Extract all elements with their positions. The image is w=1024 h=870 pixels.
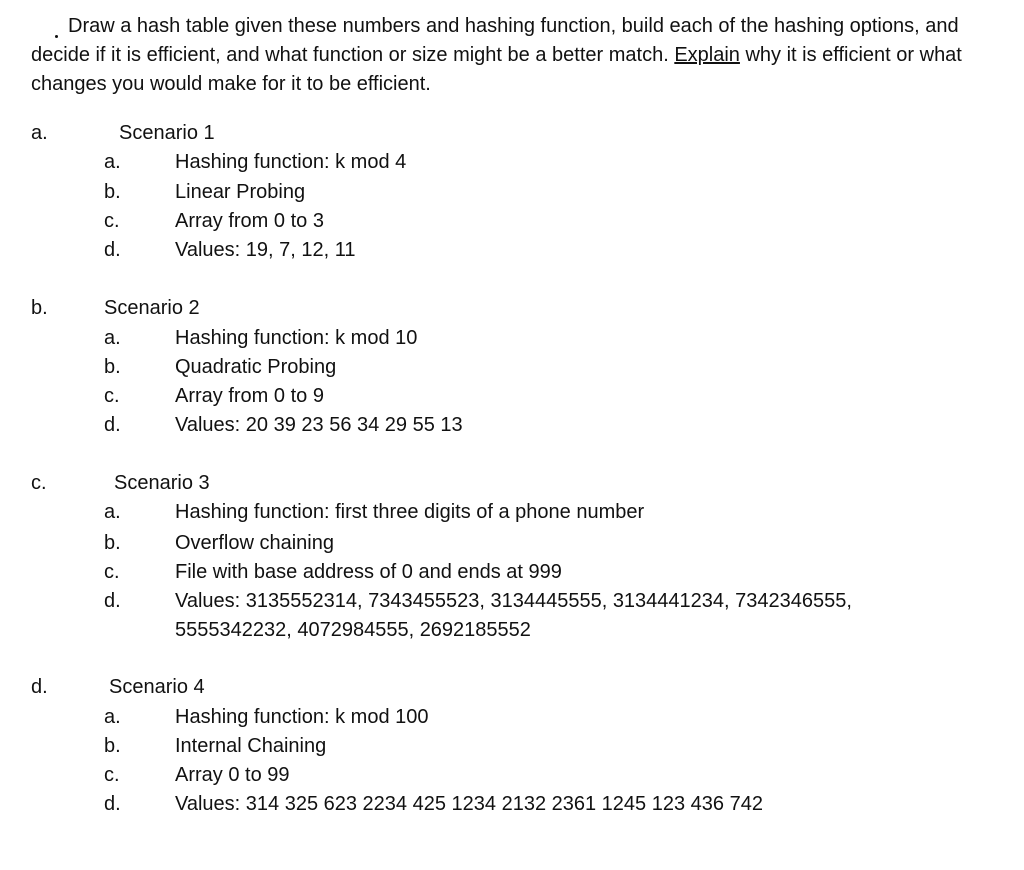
scenario-3-letter: c. bbox=[31, 472, 47, 494]
explain-underlined-text: Explain bbox=[674, 44, 740, 66]
scenario-3-values-continued: 5555342232, 4072984555, 2692185552 bbox=[175, 619, 531, 641]
instructions-text-end: why it is efficient or what changes you would make for it to be efficient. bbox=[31, 44, 962, 95]
scenario-1-item-b-letter: b. bbox=[104, 181, 121, 203]
scenario-1-item-d-letter: d. bbox=[104, 239, 121, 261]
scenario-3-collision-method: Overflow chaining bbox=[175, 532, 334, 554]
scenario-4-hash-function: Hashing function: k mod 100 bbox=[175, 706, 429, 728]
scenario-2-item-c-letter: c. bbox=[104, 385, 120, 407]
scenario-4-letter: d. bbox=[31, 676, 48, 698]
scenario-2-letter: b. bbox=[31, 297, 48, 319]
scenario-1-item-a-letter: a. bbox=[104, 151, 121, 173]
scenario-2-item-b-letter: b. bbox=[104, 356, 121, 378]
scenario-2-array-range: Array from 0 to 9 bbox=[175, 385, 324, 407]
scenario-2-values: Values: 20 39 23 56 34 29 55 13 bbox=[175, 414, 463, 436]
scenario-2-title: Scenario 2 bbox=[104, 297, 200, 319]
scenario-4-item-d-letter: d. bbox=[104, 793, 121, 815]
scenario-3-item-b-letter: b. bbox=[104, 532, 121, 554]
scenario-3-item-a-letter: a. bbox=[104, 501, 121, 523]
scenario-3-title: Scenario 3 bbox=[114, 472, 210, 494]
scenario-1-title: Scenario 1 bbox=[119, 122, 215, 144]
scenario-2-hash-function: Hashing function: k mod 10 bbox=[175, 327, 418, 349]
scenario-1-collision-method: Linear Probing bbox=[175, 181, 306, 203]
bullet-dot-icon bbox=[55, 35, 58, 38]
scenario-2-collision-method: Quadratic Probing bbox=[175, 356, 337, 378]
scenario-4-title: Scenario 4 bbox=[109, 676, 205, 698]
scenario-3-item-c-letter: c. bbox=[104, 561, 120, 583]
scenario-1-array-range: Array from 0 to 3 bbox=[175, 210, 324, 232]
scenario-2-item-d-letter: d. bbox=[104, 414, 121, 436]
scenario-3-hash-function: Hashing function: first three digits of a phone number bbox=[175, 501, 645, 523]
scenario-1-hash-function: Hashing function: k mod 4 bbox=[175, 151, 407, 173]
scenario-1-values: Values: 19, 7, 12, 11 bbox=[175, 239, 356, 261]
scenario-4-array-range: Array 0 to 99 bbox=[175, 764, 290, 786]
scenario-4-item-b-letter: b. bbox=[104, 735, 121, 757]
scenario-1-item-c-letter: c. bbox=[104, 210, 120, 232]
instructions-paragraph bbox=[31, 12, 971, 99]
scenario-4-item-c-letter: c. bbox=[104, 764, 120, 786]
scenario-1-letter: a. bbox=[31, 122, 48, 144]
scenario-4-collision-method: Internal Chaining bbox=[175, 735, 327, 757]
scenario-4-item-a-letter: a. bbox=[104, 706, 121, 728]
scenario-3-values: Values: 3135552314, 7343455523, 3134445555, 3134441234, 7342346555, bbox=[175, 590, 852, 612]
scenario-3-item-d-letter: d. bbox=[104, 590, 121, 612]
scenario-2-item-a-letter: a. bbox=[104, 327, 121, 349]
scenario-4-values: Values: 314 325 623 2234 425 1234 2132 2361 1245 123 436 742 bbox=[175, 793, 763, 815]
instructions-text-start: Draw a hash table given these numbers and hashing function, build each of the hashing options, and decide if it is efficient, and what function or size might be a better match. bbox=[31, 15, 959, 66]
scenario-3-file-range: File with base address of 0 and ends at 999 bbox=[175, 561, 562, 583]
